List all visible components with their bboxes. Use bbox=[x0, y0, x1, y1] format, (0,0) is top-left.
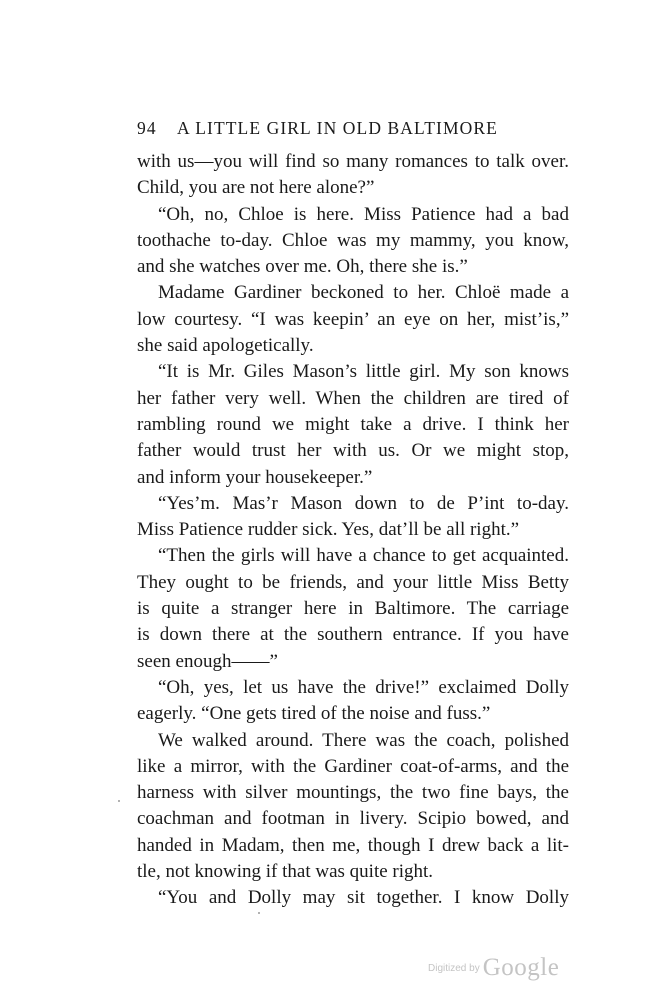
text-line: handed in Madam, then me, though I drew back a lit- bbox=[137, 834, 569, 856]
text-line: “You and Dolly may sit together. I know Dolly bbox=[158, 887, 569, 909]
text-line: seen enough——” bbox=[137, 650, 278, 672]
text-line: her father very well. When the children are tired of bbox=[137, 387, 569, 409]
text-line: Child, you are not here alone?” bbox=[137, 177, 375, 199]
text-line: low courtesy. “I was keepin’ an eye on her, mist’is,” bbox=[137, 308, 569, 330]
text-line: We walked around. There was the coach, polished bbox=[158, 729, 569, 751]
text-line: is quite a stranger here in Baltimore. The carriage bbox=[137, 598, 569, 620]
scan-speck bbox=[258, 912, 260, 914]
text-line: like a mirror, with the Gardiner coat-of-arms, and the bbox=[137, 755, 569, 777]
running-head bbox=[137, 118, 547, 139]
running-title: A LITTLE GIRL IN OLD BALTIMORE bbox=[177, 118, 498, 138]
text-line: “Then the girls will have a chance to get acquainted. bbox=[158, 545, 569, 567]
digitized-by-label: Digitized by bbox=[428, 963, 480, 974]
text-line: “Oh, yes, let us have the drive!” exclaimed Dolly bbox=[158, 676, 569, 698]
text-line: with us—you will find so many romances to talk over. bbox=[137, 151, 569, 172]
text-line: father would trust her with us. Or we might stop, bbox=[137, 440, 569, 462]
digitized-by-google-watermark bbox=[428, 954, 559, 982]
google-logo: Google bbox=[482, 954, 560, 981]
text-line: is down there at the southern entrance. If you have bbox=[137, 624, 569, 646]
text-line: Miss Patience rudder sick. Yes, dat’ll be all right.” bbox=[137, 519, 520, 541]
text-line: harness with silver mountings, the two fine bays, the bbox=[137, 782, 569, 804]
body-text bbox=[137, 149, 569, 912]
text-line: “Yes’m. Mas’r Mason down to de P’int to-day. bbox=[158, 492, 569, 514]
text-line: Madame Gardiner beckoned to her. Chloë made a bbox=[158, 282, 569, 304]
page-number: 94 bbox=[137, 118, 157, 138]
text-line: and inform your housekeeper.” bbox=[137, 466, 373, 488]
text-line: toothache to-day. Chloe was my mammy, you know, bbox=[137, 229, 569, 251]
text-line: and she watches over me. Oh, there she is.” bbox=[137, 256, 468, 278]
text-line: “Oh, no, Chloe is here. Miss Patience had a bad bbox=[158, 203, 569, 225]
text-line: tle, not knowing if that was quite right. bbox=[137, 861, 434, 883]
text-line: rambling round we might take a drive. I think her bbox=[137, 413, 569, 435]
text-line: “It is Mr. Giles Mason’s little girl. My son knows bbox=[158, 361, 569, 383]
text-line: coachman and footman in livery. Scipio bowed, and bbox=[137, 808, 569, 830]
text-line: she said apologetically. bbox=[137, 335, 314, 357]
text-line: They ought to be friends, and your little Miss Betty bbox=[137, 571, 569, 593]
scan-speck bbox=[118, 800, 120, 802]
text-line: eagerly. “One gets tired of the noise and fuss.” bbox=[137, 703, 491, 725]
